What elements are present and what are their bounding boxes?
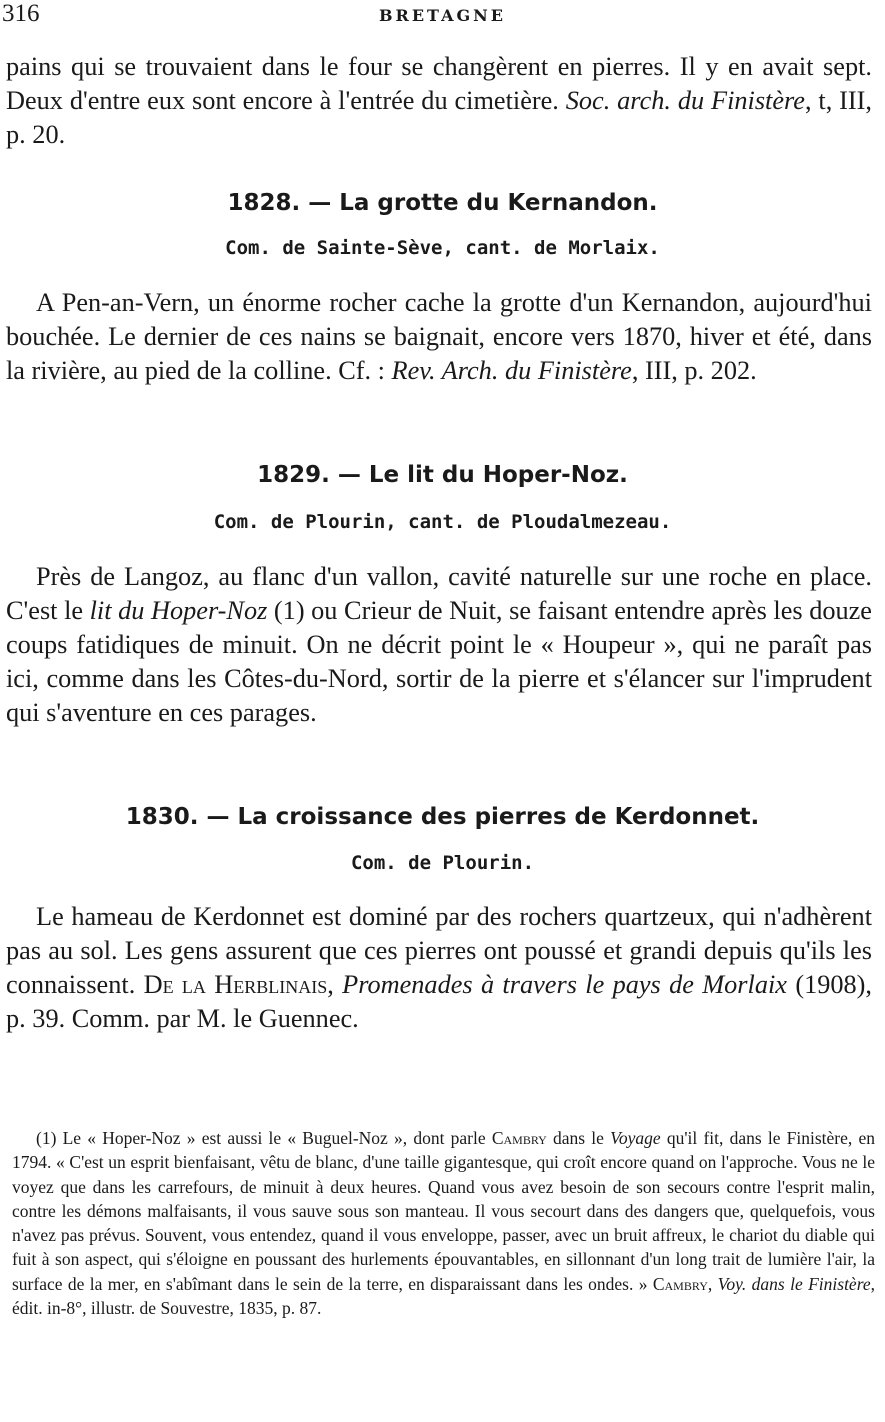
footnote-text-d: ,	[707, 1273, 718, 1294]
intro-text: pains qui se trouvaient dans le four se changèrent en pierres. Il y en avait sept. Deux d'entre eux sont encore à l'entrée du cimetière.	[6, 52, 872, 115]
intro-source-ref: , t, III, p. 20.	[6, 86, 873, 149]
footnote-text-e: , édit. in-8°, illustr. de Souvestre, 1835, p. 87.	[12, 1273, 875, 1319]
entry-1829-text-a: Près de Langoz, au flanc d'un vallon, cavité naturelle sur une roche en place. C'est le	[6, 562, 872, 625]
entry-1830-paragraph	[6, 900, 872, 1036]
page-header	[0, 0, 885, 34]
entry-1830-text: Le hameau de Kerdonnet est dominé par des rochers quartzeux, qui n'adhèrent pas au sol. Les gens assurent que ces pierres ont poussé et grandi depuis qu'ils les connaissent.	[6, 902, 872, 999]
footnote-text-b: dans le	[546, 1128, 611, 1148]
footnote-text-c: qu'il fit, dans le Finistère, en 1794. « C'est un esprit bienfaisant, vêtu de blanc, d'une taille gigantesque, qui croît encore quand on l'approche. Vous ne le voyez que dans les carrefours, de minuit à deux heures. Quand vous avez besoin de son secours contre l'esprit malin, contre les démons malfaisants, il vous sauve sous son manteau. Il vous secourt dans des dangers que, quelquefois, vous n'avez pas prévus. Souvent, vous entendez, quand il vous enveloppe, passer, avec un bruit affreux, le chariot du diable qui fuit à son aspect, qui s'éloigne en poussant des hurlements épouvantables, en sillonnant d'un long trait de lumière l'air, la surface de la mer, en s'abîmant dans le sein de la terre, en disparaissant dans les ondes. »	[12, 1128, 875, 1294]
footnote	[12, 1126, 875, 1320]
entry-1829-text-b: (1) ou Crieur de Nuit, se faisant entendre après les douze coups fatidiques de minuit. On ne décrit point le « Houpeur », qui ne paraît pas ici, comme dans les Côtes-du-Nord, sortir de la pierre et s'élancer sur l'imprudent qui s'aventure en ces parages.	[6, 596, 872, 727]
entry-1830-work-ref: (1908), p. 39. Comm. par M. le Guennec.	[6, 970, 872, 1033]
entry-1828-source-ref: , III, p. 202.	[631, 356, 757, 385]
entry-1829-location: Com. de Plourin, cant. de Ploudalmezeau.	[213, 511, 672, 533]
footnote-author-1: Cambry	[491, 1128, 547, 1148]
entry-1830-work: Promenades à travers le pays de Morlaix	[342, 970, 787, 999]
footnote-voyage: Voyage	[610, 1128, 661, 1148]
entry-1828-source: Rev. Arch. du Finistère	[391, 356, 632, 385]
entry-1828-text: A Pen-an-Vern, un énorme rocher cache la grotte d'un Kernandon, aujourd'hui bouchée. Le dernier de ces nains se baignait, encore vers 1870, hiver et été, dans la rivière, au pied de la colline. Cf. :	[6, 288, 872, 385]
entry-1828-paragraph	[6, 286, 872, 388]
footnote-work: Voy. dans le Finistère	[717, 1273, 871, 1294]
entry-1830-location: Com. de Plourin.	[350, 852, 535, 874]
entry-1829-title: 1829. — Le lit du Hoper-Noz.	[257, 462, 628, 488]
entry-1829-paragraph	[6, 560, 872, 730]
entry-1828-title: 1828. — La grotte du Kernandon.	[227, 190, 658, 216]
intro-source: Soc. arch. du Finistère	[565, 86, 805, 115]
entry-1830-author: De la Herblinais	[143, 970, 328, 999]
entry-1830-sep: ,	[327, 970, 343, 999]
running-title: BRETAGNE	[379, 6, 506, 25]
intro-paragraph	[6, 50, 872, 152]
footnote-text-a: (1) Le « Hoper-Noz » est aussi le « Buguel-Noz », dont parle	[36, 1128, 492, 1148]
entry-1829-italic: lit du Hoper-Noz	[89, 596, 268, 625]
entry-1830-title: 1830. — La croissance des pierres de Kerdonnet.	[125, 804, 760, 830]
footnote-author-2: Cambry	[652, 1273, 708, 1294]
page-number: 316	[2, 0, 40, 27]
entry-1828-location: Com. de Sainte-Sève, cant. de Morlaix.	[225, 237, 660, 259]
